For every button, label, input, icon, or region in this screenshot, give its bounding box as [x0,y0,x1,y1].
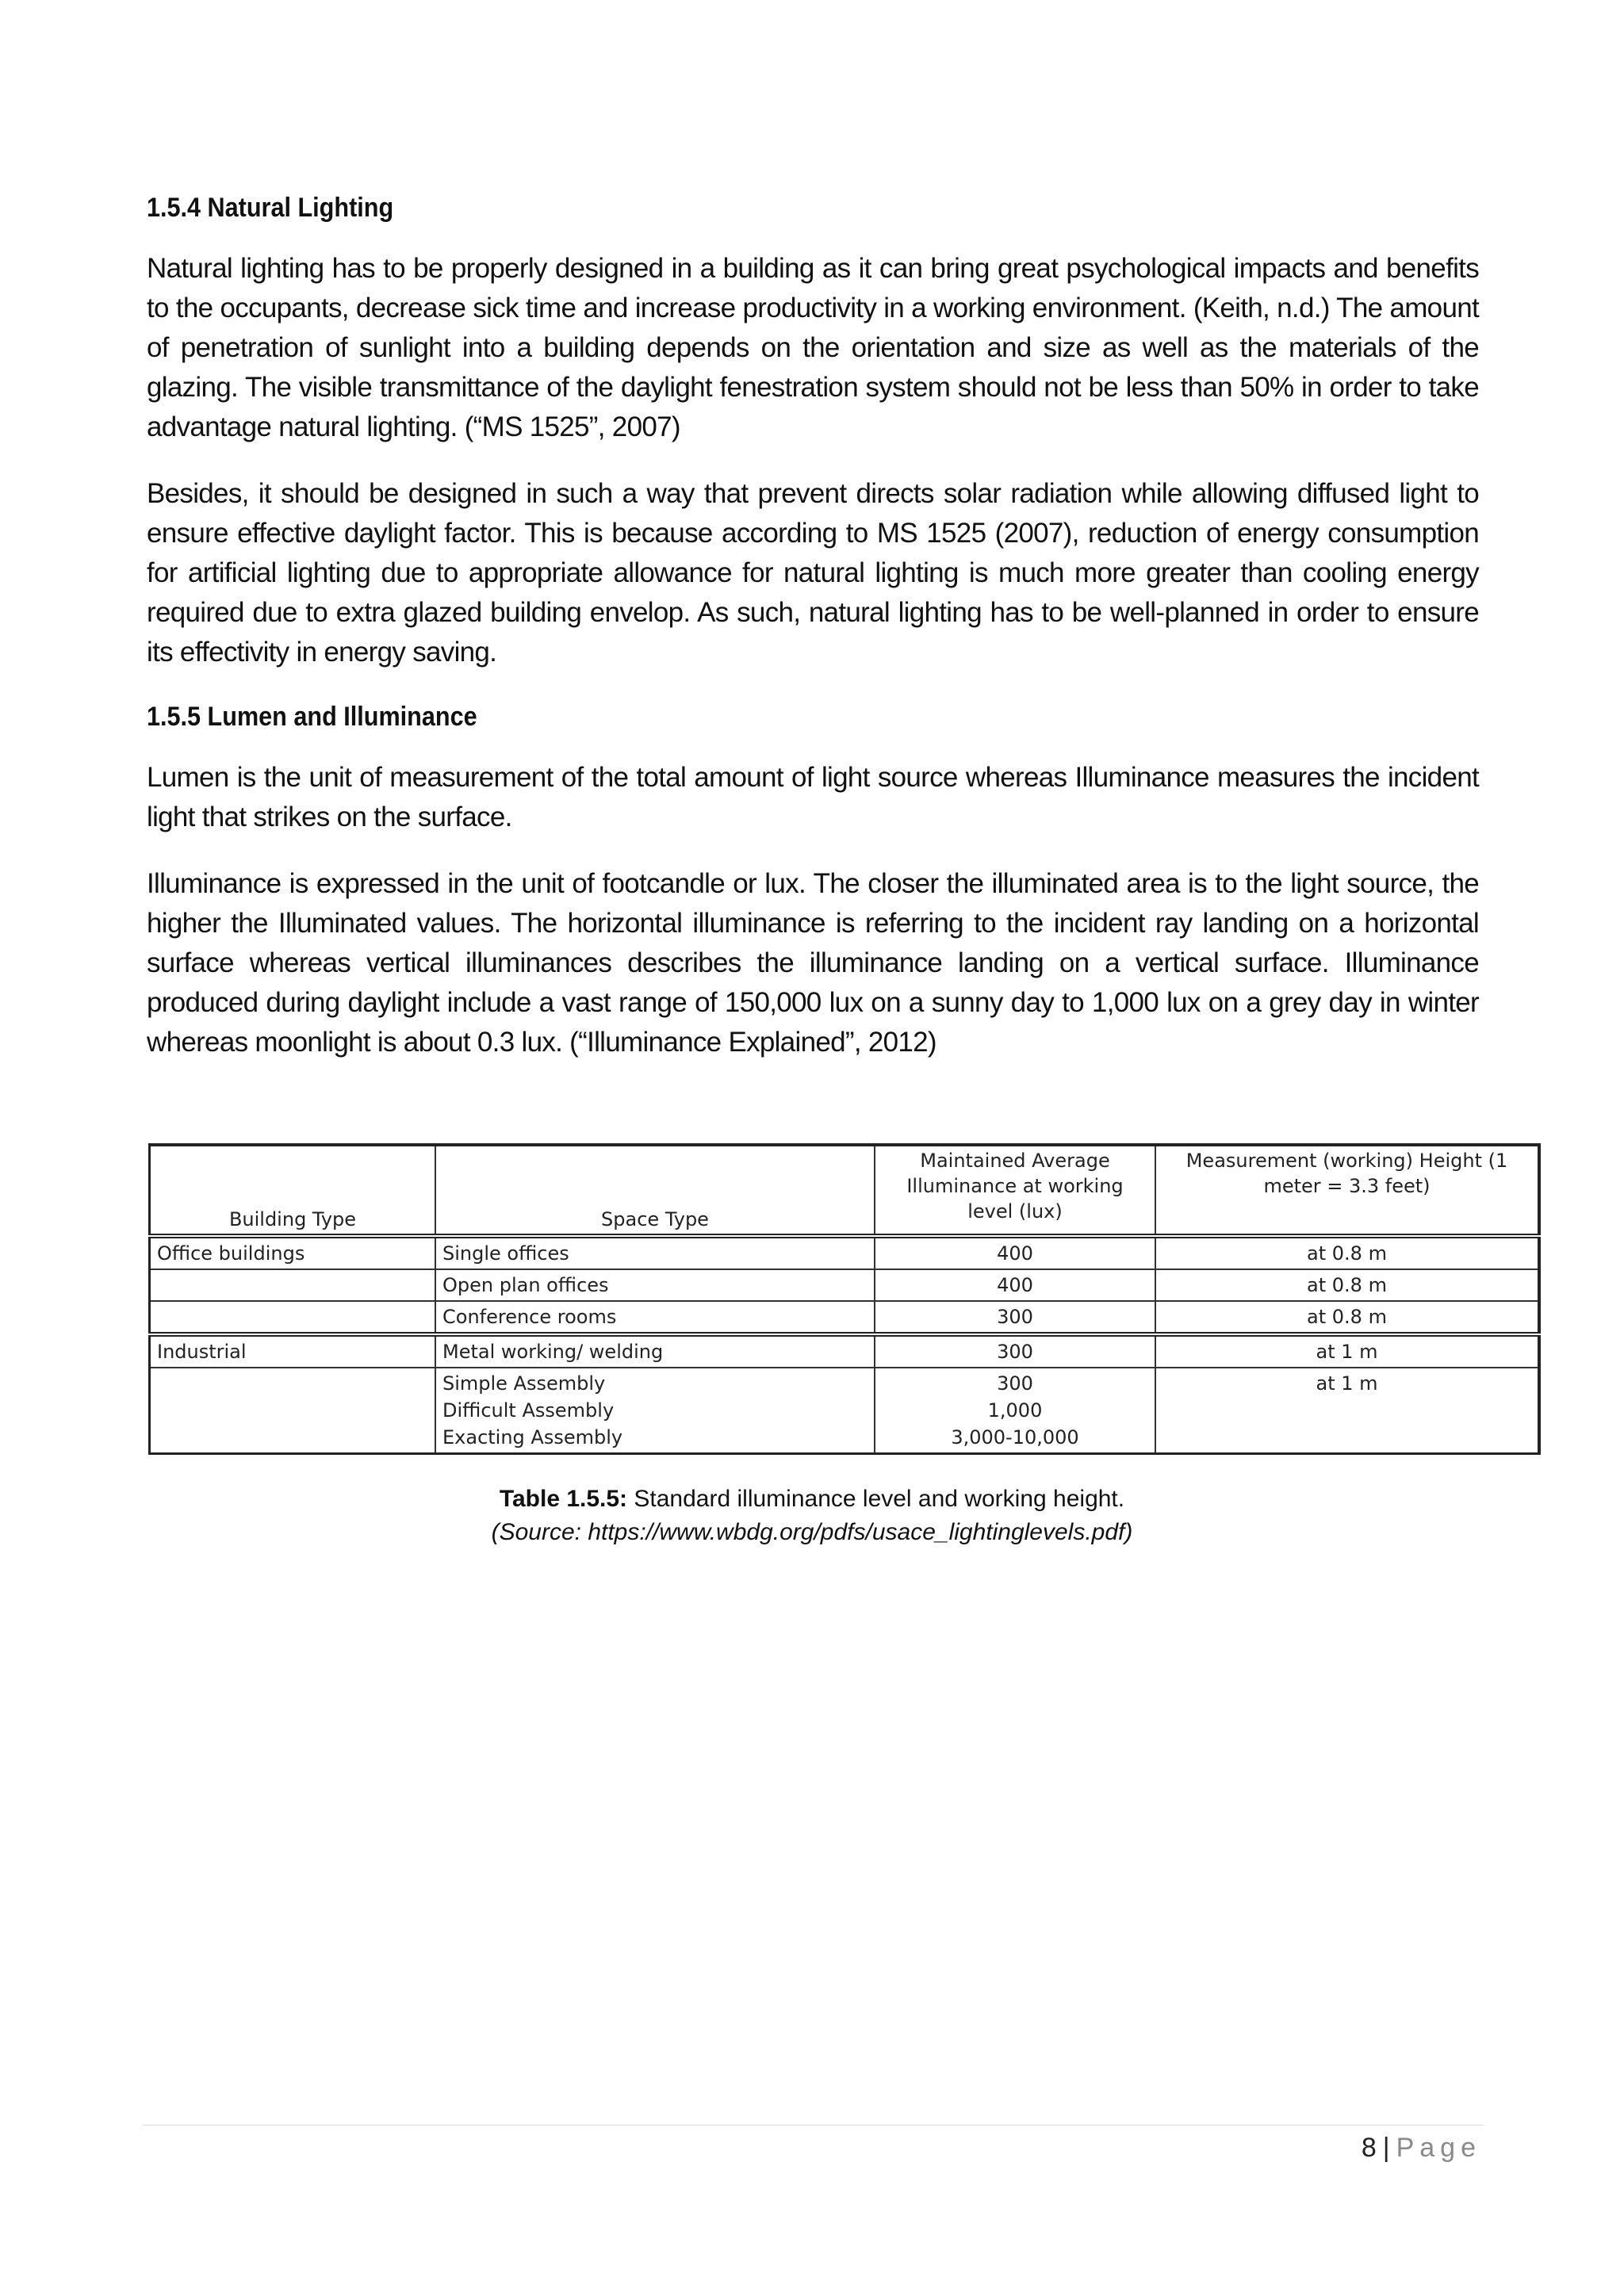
illuminance-table-figure [148,1143,1541,1455]
cell-building [150,1301,436,1334]
cell-height: at 0.8 m [1155,1236,1539,1269]
space-item: Simple Assembly [442,1372,606,1395]
cell-space: Open plan offices [435,1269,875,1301]
table-row [150,1269,1540,1301]
cell-lux: 300 [875,1334,1155,1368]
cell-lux-list [875,1368,1155,1454]
header-space-type: Space Type [435,1145,875,1236]
cell-height: at 0.8 m [1155,1301,1539,1334]
paragraph: Illuminance is expressed in the unit of footcandle or lux. The closer the illuminated area is to the light source, the higher the Illuminated values. The horizontal illuminance is referring to the incident ray landing on a horizontal surface whereas vertical illuminances describes the illuminance landing on a vertical surface. Illuminance produced during daylight include a vast range of 150,000 lux on a sunny day to 1,000 lux on a grey day in winter whereas moonlight is about 0.3 lux. (“Illuminance Explained”, 2012) [147,868,1479,1058]
table-row [150,1301,1540,1334]
page-label: Page [1396,2133,1481,2163]
footer-separator: | [1382,2133,1390,2163]
cell-building [150,1368,436,1454]
cell-space: Conference rooms [435,1301,875,1334]
header-height: Measurement (working) Height (1 meter = 3.3 feet) [1155,1145,1539,1236]
cell-space-list [435,1368,875,1454]
cell-building [150,1269,436,1301]
footer-divider [143,2125,1483,2126]
section-lumen-illuminance [147,699,1479,1062]
space-item: Exacting Assembly [442,1426,623,1448]
paragraph: Lumen is the unit of measurement of the total amount of light source whereas Illuminance measures the incident light that strikes on the surface. [147,762,1479,833]
caption-label: Table 1.5.5: [499,1486,628,1512]
cell-building: Office buildings [150,1236,436,1269]
cell-space: Metal working/ welding [435,1334,875,1368]
page-footer [1362,2133,1481,2164]
table-row [150,1236,1540,1269]
cell-height: at 1 m [1155,1368,1539,1454]
cell-lux: 300 [875,1301,1155,1334]
cell-lux: 400 [875,1269,1155,1301]
space-item: Difficult Assembly [442,1399,615,1422]
cell-building: Industrial [150,1334,436,1368]
paragraph: Besides, it should be designed in such a way that prevent directs solar radiation while allowing diffused light to ensure effective daylight factor. This is because according to MS 1525 (2007), reduction of energy consumption for artificial lighting due to appropriate allowance for natural lighting is much more greater than cooling energy required due to extra glazed building envelop. As such, natural lighting has to be well-planned in order to ensure its effectivity in energy saving. [147,478,1479,668]
cell-height: at 1 m [1155,1334,1539,1368]
lux-item: 1,000 [987,1399,1043,1422]
cell-lux: 400 [875,1236,1155,1269]
paragraph: Natural lighting has to be properly designed in a building as it can bring great psychological impacts and benefits to the occupants, decrease sick time and increase productivity in a working environment. (Keith, n.d.) The amount of penetration of sunlight into a building depends on the orientation and size as well as the materials of the glazing. The visible transmittance of the daylight fenestration system should not be less than 50% in order to take advantage natural lighting. (“MS 1525”, 2007) [147,253,1479,443]
caption-text: Standard illuminance level and working height. [627,1486,1125,1512]
cell-height: at 0.8 m [1155,1269,1539,1301]
page-number: 8 [1361,2133,1377,2163]
section-heading: 1.5.5 Lumen and Illuminance [147,702,477,733]
table-caption [0,1483,1624,1549]
table-row [150,1368,1540,1454]
document-body [147,190,1479,1089]
illuminance-table [148,1143,1541,1455]
section-natural-lighting [147,190,1479,672]
cell-space: Single offices [435,1236,875,1269]
header-illuminance: Maintained Average Illuminance at working level (lux) [875,1145,1155,1236]
table-header-row [150,1145,1540,1236]
header-building-type: Building Type [150,1145,436,1236]
caption-source: (Source: https://www.wbdg.org/pdfs/usace_lightinglevels.pdf) [491,1519,1133,1545]
section-heading: 1.5.4 Natural Lighting [147,193,394,223]
lux-item: 300 [997,1372,1033,1395]
lux-item: 3,000-10,000 [951,1426,1079,1448]
table-row [150,1334,1540,1368]
